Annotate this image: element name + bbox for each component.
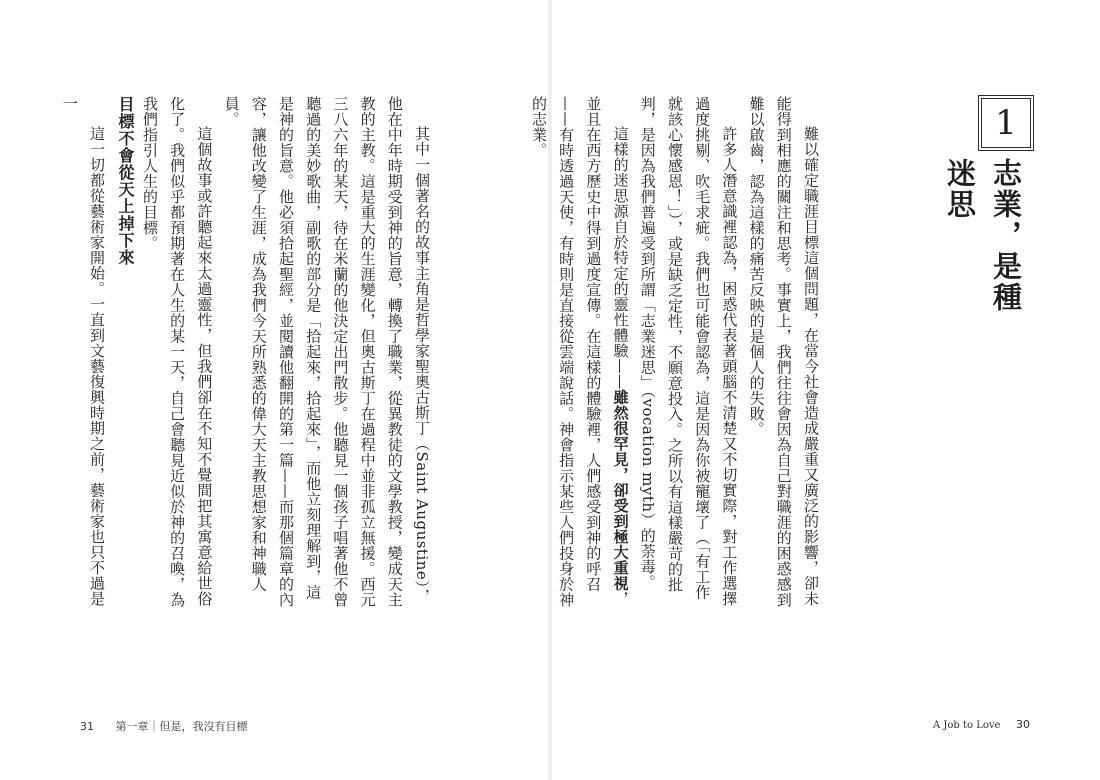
- paragraph-4: 其中一個著名的故事主角是哲學家聖奧古斯丁（Saint Augustine），他在中年時期受到神的旨意，轉換了職業，從異教徒的文學教授，變成天主教的主教。這是重大的生涯變化，但奧古斯丁在過程中並非孤立無援。西元三八六年的某天，待在米蘭的他決定出門散步。他聽見一個孩子唱著他不曾聽過的美妙歌曲，副歌的部分是「拾起來，拾起來」，而他立刻理解到，這是神的旨意。他必須拾起聖經，並閱讀他翻開的第一篇——而那個篇章的內容，讓他改變了生涯，成為我們今天所熟悉的偉大天主教思想家和神職人員。: [222, 96, 431, 608]
- subheading: 目標不會從天上掉下來: [116, 96, 135, 266]
- paragraph-3-end: ，並且在西方歷史中得到過度宣傳。在這樣的體驗裡，人們感受到神的呼召——有時透過天使，有時則是直接從雲端說話。神會指示某些人們投身於神的志業。: [529, 96, 630, 608]
- section-title: 志業，是種迷思: [943, 158, 1023, 313]
- page-number-left: 31: [80, 720, 94, 733]
- paragraph-1: 難以確定職涯目標這個問題，在當今社會造成嚴重又廣泛的影響，卻未能得到相應的關注和思考。事實上，我們往往會因為自己對職涯的困惑感到難以啟齒，認為這樣的痛苦反映的是個人的失敗。: [747, 96, 820, 608]
- right-body-text: [525, 96, 824, 608]
- chapter-number: 1: [995, 103, 1017, 143]
- right-footer: [933, 718, 1030, 731]
- chapter-footer: 第一章｜但是，我沒有目標: [115, 720, 248, 733]
- chapter-number-box: [981, 98, 1031, 148]
- paragraph-3-emphasis: 雖然很罕見，卻受到極大重視: [611, 389, 630, 591]
- paragraph-6: 這一切都從藝術家開始。一直到文藝復興時期之前，藝術家也只不過是一: [60, 96, 106, 607]
- left-body-text: [136, 96, 435, 608]
- left-footer: [80, 718, 248, 734]
- right-page: [529, 0, 1100, 780]
- paragraph-5: 這個故事或許聽起來太過靈性，但我們卻在不知不覺間把其寓意給世俗化了。我們似乎都預期著在人生的某一天，自己會聽見近似於神的召喚，為我們指引人生的目標。: [140, 96, 214, 608]
- page-number-right: 30: [1015, 718, 1030, 731]
- last-paragraph-block: [60, 96, 110, 608]
- paragraph-3-start: 這樣的迷思源自於特定的靈性體驗——: [611, 126, 630, 390]
- paragraph-2: 許多人潛意識裡認為，困惑代表著頭腦不清楚又不切實際，對工作選擇過度挑剔、吹毛求疵。我們也可能會認為，這是因為你被寵壞了（「有工作就該心懷感恩！」），或是缺乏定性，不願意投入。之所以有這樣嚴苛的批判，是因為我們普遍受到所謂「志業迷思」（vocation myth）的荼毒。: [638, 96, 739, 607]
- book-title-footer: A Job to Love: [933, 720, 1001, 731]
